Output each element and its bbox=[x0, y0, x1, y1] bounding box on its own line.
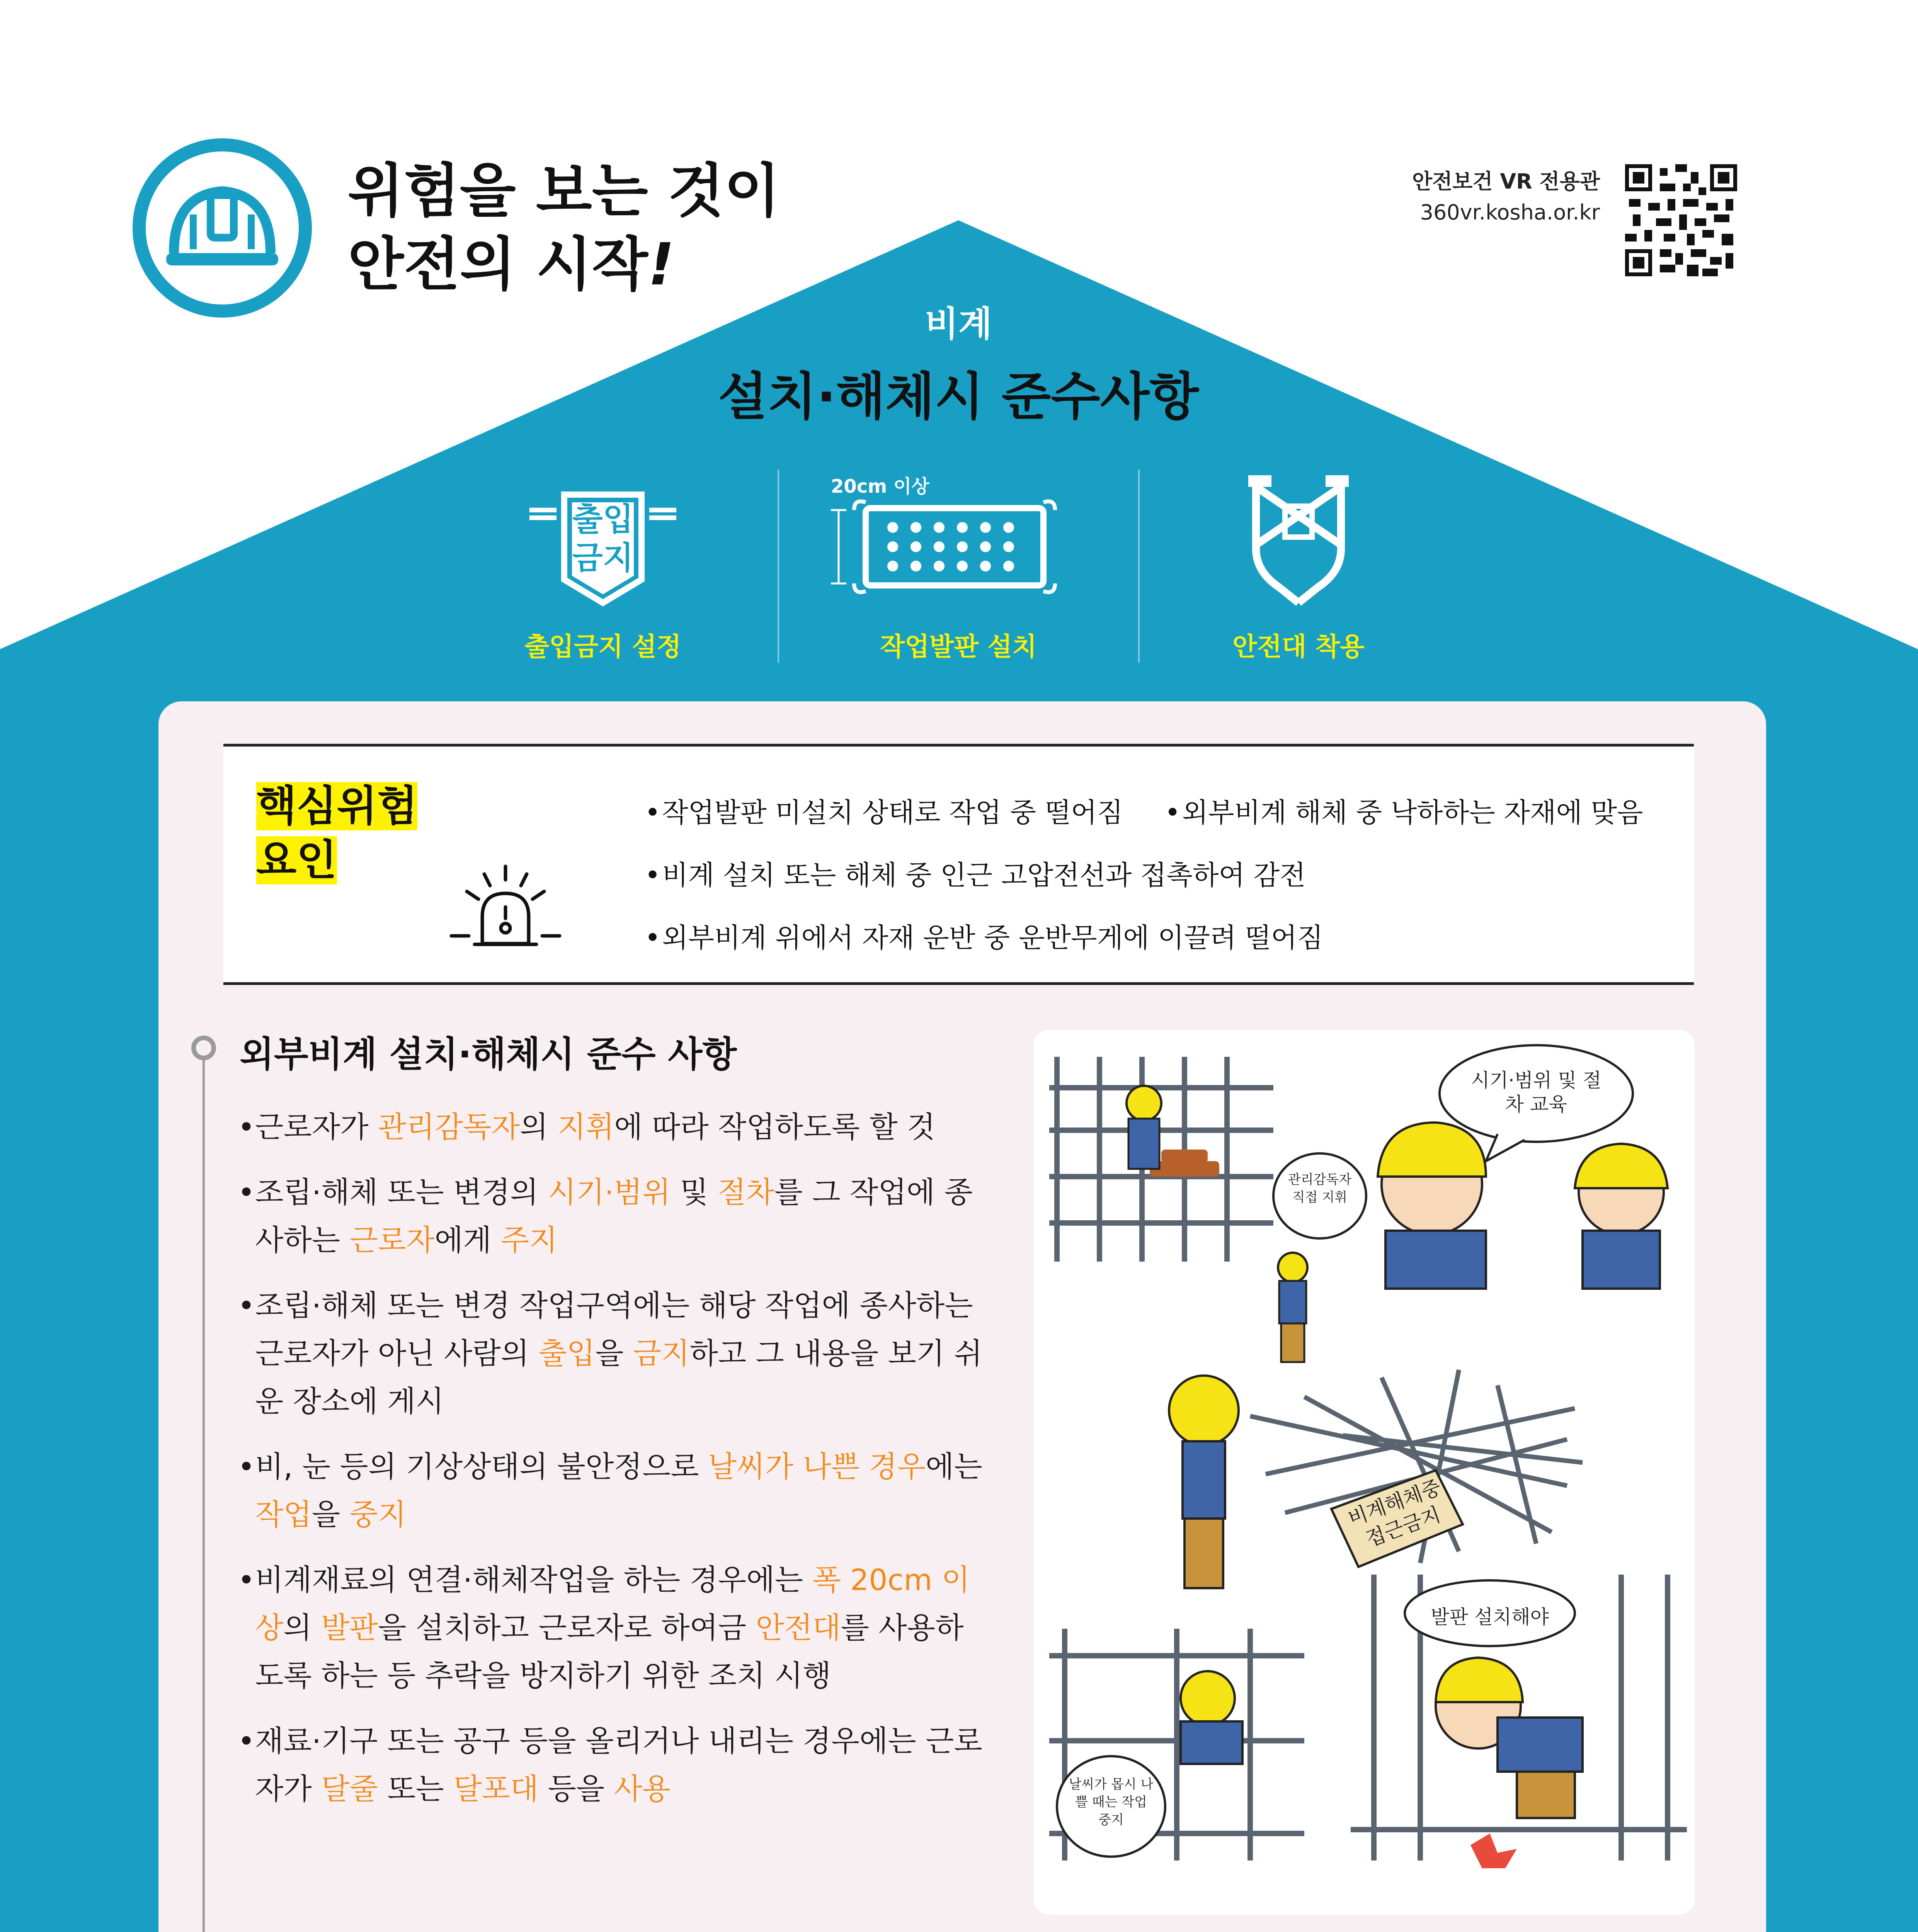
feature-divider-1 bbox=[778, 469, 779, 663]
vr-url[interactable]: 360vr.kosha.or.kr bbox=[1420, 200, 1600, 224]
highlight-keyword: 근로자 bbox=[349, 1223, 435, 1257]
slogan bbox=[348, 155, 780, 301]
highlight-keyword: 중지 bbox=[349, 1497, 407, 1532]
slogan-line1: 위험을 보는 것이 bbox=[348, 158, 780, 225]
platform-note: 20cm 이상 bbox=[831, 476, 929, 497]
item-text: 하고 그 내용을 보기 쉬운 장소에 게시 bbox=[255, 1336, 982, 1418]
core-risk-title bbox=[256, 779, 417, 888]
feature-label-harness: 안전대 착용 bbox=[1232, 632, 1365, 662]
core-risk-item: • 작업발판 미설치 상태로 작업 중 떨어짐 bbox=[645, 781, 1123, 844]
core-risk-box bbox=[223, 744, 1694, 985]
highlight-keyword: 금지 bbox=[633, 1336, 690, 1371]
core-risk-item: • 외부비계 해체 중 낙하하는 자재에 맞음 bbox=[1164, 781, 1643, 844]
work-platform-icon bbox=[823, 498, 1094, 599]
highlight-keyword: 관리감독자 bbox=[378, 1110, 520, 1144]
item-text: 의 bbox=[283, 1611, 321, 1645]
item-text: 비, 눈 등의 기상상태의 불안정으로 bbox=[255, 1449, 708, 1484]
highlight-keyword: 출입 bbox=[538, 1336, 596, 1371]
highlight-keyword: 안전대 bbox=[756, 1611, 841, 1645]
cartoon-sign-no-access: 비계해체중 접근금지 bbox=[1345, 1475, 1444, 1551]
sign-line1: 출입 bbox=[572, 501, 634, 538]
feature-no-entry bbox=[502, 464, 703, 672]
page-title: 설치·해체시 준수사항 bbox=[718, 367, 1199, 427]
item-text: 조립·해체 또는 변경 작업구역에는 해당 작업에 종사하는 근로자가 아닌 사람의 bbox=[255, 1288, 973, 1371]
feature-harness bbox=[1198, 464, 1399, 672]
feature-label-work-platform: 작업발판 설치 bbox=[880, 632, 1037, 662]
item-text: 에 따라 작업하도록 할 것 bbox=[614, 1110, 936, 1144]
feature-work-platform bbox=[823, 464, 1094, 672]
highlight-keyword: 사용 bbox=[614, 1772, 671, 1806]
slogan-line2 bbox=[348, 228, 780, 301]
item-text: 조립·해체 또는 변경의 bbox=[255, 1175, 548, 1209]
feature-divider-2 bbox=[1138, 469, 1140, 663]
vr-label: 안전보건 VR 전용관 bbox=[1412, 169, 1600, 194]
warning-siren-icon bbox=[448, 862, 563, 951]
core-risk-item: • 외부비계 위에서 자재 운반 중 운반무게에 이끌려 떨어짐 bbox=[645, 906, 1688, 969]
item-text: 을 설치하고 근로자로 하여금 bbox=[378, 1611, 756, 1645]
cartoon-bubble-supervisor: 관리감독자 직접 지휘 bbox=[1288, 1172, 1352, 1205]
item-text: 또는 bbox=[378, 1772, 453, 1806]
highlight-keyword: 달포대 bbox=[453, 1772, 539, 1806]
title-sub: 비계 bbox=[925, 304, 992, 344]
item-text: 를 사용하도록 하는 등 추락을 방지하기 위한 조치 시행 bbox=[255, 1611, 964, 1693]
timeline-dot-1 bbox=[191, 1036, 216, 1060]
slogan-exclamation: ! bbox=[648, 231, 675, 298]
highlight-keyword: 폭 20cm 이상 bbox=[255, 1563, 970, 1645]
cartoon-bubble-platform: 발판 설치해야 bbox=[1431, 1606, 1549, 1628]
item-text: 을 bbox=[595, 1336, 633, 1371]
feature-label-no-entry: 출입금지 설정 bbox=[524, 632, 681, 662]
slogan-line2-text: 안전의 시작 bbox=[348, 231, 648, 298]
section1-item bbox=[238, 1168, 984, 1264]
hard-hat-icon bbox=[131, 137, 313, 319]
safety-harness-icon bbox=[1241, 471, 1356, 614]
item-text: 을 bbox=[311, 1497, 350, 1532]
highlight-keyword: 작업 bbox=[255, 1497, 312, 1532]
core-risk-title-line1: 핵심위험 bbox=[256, 782, 418, 830]
item-text: 비계재료의 연결·해체작업을 하는 경우에는 bbox=[255, 1563, 813, 1597]
item-text: 및 bbox=[671, 1175, 718, 1209]
item-text: 를 그 작업에 종사하는 bbox=[255, 1175, 973, 1257]
item-text: 에는 bbox=[926, 1449, 982, 1484]
item-text: 의 bbox=[519, 1110, 558, 1144]
core-risk-list bbox=[645, 781, 1688, 969]
core-risk-item: • 비계 설치 또는 해체 중 인근 고압전선과 접촉하여 감전 bbox=[645, 844, 1688, 906]
item-text: 등을 bbox=[538, 1772, 614, 1806]
highlight-keyword: 발판 bbox=[321, 1611, 378, 1645]
section1-item bbox=[238, 1717, 984, 1813]
timeline-line bbox=[203, 1047, 205, 1932]
section1-cartoon bbox=[1034, 1030, 1695, 1915]
item-text: 근로자가 bbox=[255, 1110, 378, 1144]
item-text: 재료·기구 또는 공구 등을 올리거나 내리는 경우에는 근로자가 bbox=[255, 1724, 982, 1806]
core-risk-title-line2: 요인 bbox=[256, 836, 337, 884]
item-text: 에게 bbox=[434, 1223, 501, 1257]
highlight-keyword: 절차 bbox=[717, 1175, 774, 1209]
section1-item bbox=[238, 1556, 984, 1700]
section1-item bbox=[238, 1282, 984, 1425]
highlight-keyword: 달줄 bbox=[321, 1772, 378, 1806]
no-entry-sign-text bbox=[502, 500, 703, 578]
section1-list bbox=[238, 1103, 984, 1830]
qr-code-icon[interactable] bbox=[1625, 164, 1737, 276]
cartoon-bubble-education: 시기·범위 및 절차 교육 bbox=[1471, 1069, 1601, 1116]
highlight-keyword: 지휘 bbox=[557, 1110, 614, 1144]
section1-item bbox=[238, 1443, 984, 1539]
highlight-keyword: 주지 bbox=[500, 1223, 558, 1257]
vr-info bbox=[1337, 166, 1600, 228]
highlight-keyword: 날씨가 나쁜 경우 bbox=[708, 1449, 926, 1484]
highlight-keyword: 시기·범위 bbox=[548, 1175, 671, 1209]
section1-item bbox=[238, 1103, 984, 1151]
section1-heading: 외부비계 설치·해체시 준수 사항 bbox=[240, 1034, 737, 1075]
sign-line2: 금지 bbox=[572, 540, 634, 577]
helmet-logo bbox=[131, 137, 313, 319]
cartoon-bubble-weather: 날씨가 몹시 나쁠 때는 작업 중지 bbox=[1069, 1777, 1154, 1828]
